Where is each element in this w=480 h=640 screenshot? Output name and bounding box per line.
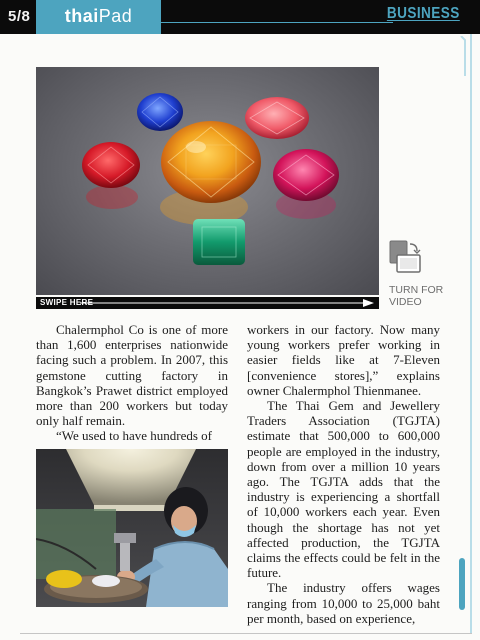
gem-cutter-photo[interactable] (36, 449, 228, 607)
article-left-column (36, 322, 228, 444)
bottom-frame-line (20, 633, 472, 634)
right-frame-line (470, 34, 472, 634)
swipe-strip[interactable] (36, 297, 379, 309)
brand-tab[interactable] (36, 0, 161, 34)
turn-for-video-label[interactable] (389, 284, 449, 308)
article-paragraph: workers in our factory. Now many young workers prefer working in easier fields like at 7-Eleven [convenience stores],” explains owner Chalermphol Thienmanee. (247, 322, 440, 398)
article-paragraph: Chalermphol Co is one of more than 1,600 enterprises nationwide facing such a problem. In 2007, this gemstone cutting factory in Bangkok’s Prawet district employed more than 200 workers but today only half remain. (36, 322, 228, 429)
article-right-column (247, 322, 440, 626)
article-paragraph: “We used to have hundreds of (56, 428, 212, 444)
section-title[interactable]: BUSINESS (387, 5, 460, 22)
gemstones-photo[interactable] (36, 67, 379, 295)
page-indicator: 5/8 (8, 8, 31, 25)
swipe-label: SWIPE HERE (40, 298, 94, 307)
brand-main: thai (64, 6, 99, 26)
turn-for-video-line2: VIDEO (389, 296, 422, 308)
arrow-right-icon (80, 299, 375, 307)
header-rule (161, 22, 393, 23)
scroll-indicator[interactable] (459, 558, 465, 610)
page-corner-mark (460, 36, 466, 76)
article-paragraph: The industry offers wages ranging from 10,000 to 25,000 baht per month, based on experience, (247, 580, 440, 626)
turn-for-video-line1: TURN FOR (389, 284, 444, 296)
article-paragraph: The Thai Gem and Jewellery Traders Association (TGJTA) estimate that 500,000 to 600,000 people are employed in the industry, down from over a million 10 years ago. The TGJTA adds that the industry is experiencing a shortfall of 10,000 workers each year. Even though the shortage has not yet affected production, the TGJTA claims the effects could be felt in the future. (247, 398, 440, 581)
top-bar (0, 0, 480, 34)
brand-logo (36, 6, 161, 27)
rotate-device-icon[interactable] (389, 240, 421, 274)
gem-cutter-illustration (36, 449, 228, 607)
gemstones-illustration (36, 67, 379, 295)
brand-suffix: Pad (98, 6, 133, 26)
